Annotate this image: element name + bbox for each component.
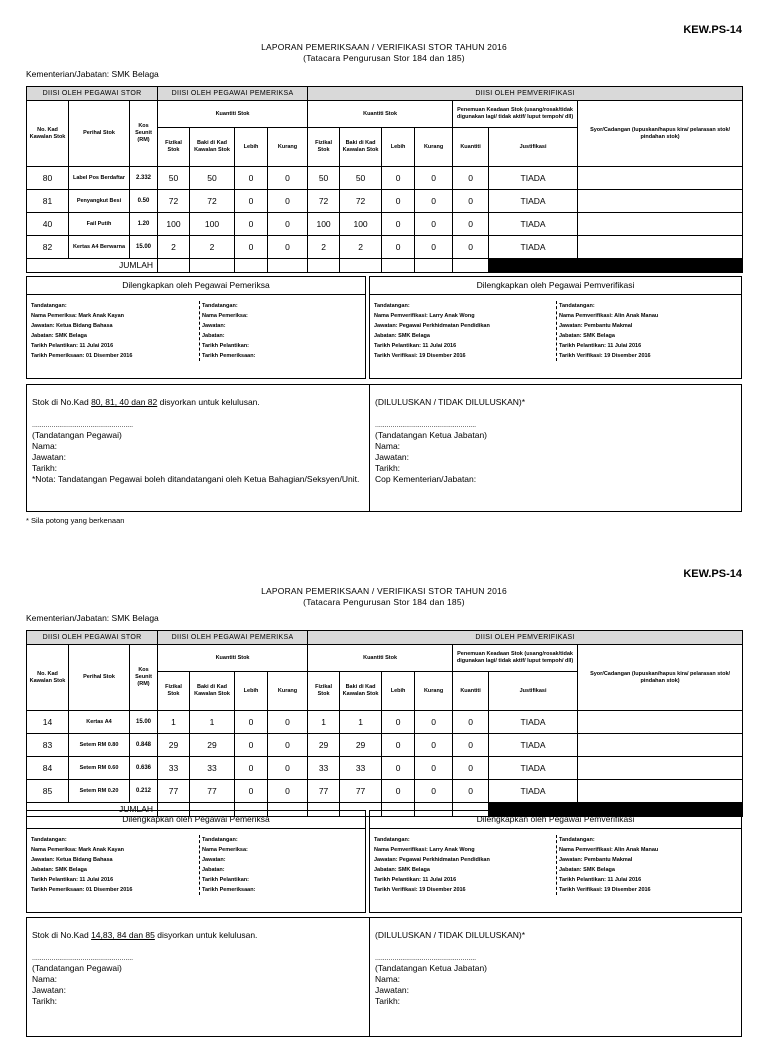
cell-findings-qty: 0 — [453, 711, 489, 734]
cell-card: 40 — [27, 213, 69, 236]
cell-card: 84 — [27, 757, 69, 780]
inspector-heading: Dilengkapkan oleh Pegawai Pemeriksa — [27, 811, 365, 829]
cell-i-physical: 33 — [158, 757, 190, 780]
cell-item: Fail Putih — [69, 213, 130, 236]
col-findings-qty: Kuantiti — [453, 128, 489, 167]
stock-report-form-2 — [0, 544, 768, 1056]
col-verifier-qty: Kuantiti Stok — [308, 645, 453, 672]
cell-i-balance: 50 — [190, 167, 235, 190]
table-row — [27, 711, 743, 734]
jawatan-label: Jawatan: — [375, 452, 410, 462]
cell-v-physical: 1 — [308, 711, 340, 734]
cell-v-shortage: 0 — [415, 734, 453, 757]
cell-v-balance: 29 — [340, 734, 382, 757]
cell-item: Penyangkut Besi — [69, 190, 130, 213]
nama-label: Nama: — [375, 974, 401, 984]
approval-statement: Stok di No.Kad 14,83, 84 dan 85 disyorkan untuk kelulusan. — [32, 930, 258, 940]
sign-head-label: (Tandatangan Ketua Jabatan) — [375, 963, 488, 973]
col-i-shortage: Kurang — [268, 128, 308, 167]
col-i-physical: Fizikal Stok — [158, 128, 190, 167]
col-verifier-qty: Kuantiti Stok — [308, 101, 453, 128]
approval-right — [375, 930, 735, 1036]
table-row — [27, 734, 743, 757]
cell-v-excess: 0 — [382, 213, 415, 236]
cell-v-physical: 29 — [308, 734, 340, 757]
verifier-heading: Dilengkapkan oleh Pegawai Pemverifikasi — [370, 277, 741, 295]
col-unit-cost: Kos Seunit (RM) — [130, 645, 158, 711]
cell-i-shortage: 0 — [268, 213, 308, 236]
form-code: KEW.PS-14 — [683, 24, 742, 36]
report-title-block — [0, 586, 768, 608]
group-header-verifier: DIISI OLEH PEMVERIFIKASI — [308, 87, 743, 101]
cell-card: 85 — [27, 780, 69, 803]
cell-remarks — [578, 213, 743, 236]
inspector-section — [26, 276, 366, 379]
cell-item: Setem RM 0.20 — [69, 780, 130, 803]
cell-v-excess: 0 — [382, 780, 415, 803]
jawatan-label: Jawatan: — [32, 452, 67, 462]
signature-line: .................................................... — [32, 422, 134, 429]
cell-v-balance: 2 — [340, 236, 382, 259]
cell-v-balance: 77 — [340, 780, 382, 803]
cell-i-balance: 72 — [190, 190, 235, 213]
cell-card: 14 — [27, 711, 69, 734]
cell-cost: 0.50 — [130, 190, 158, 213]
verifier-1-block: Tandatangan: Nama Pemverifikasi: Larry Anak Wong Jawatan: Pegawai Perkhidmatan Pendidikan Jabatan: SMK Belaga Tarikh Pelantikan: 11 Julai 2016 Tarikh Verifikasi: 19 Disember 2016 — [374, 837, 490, 893]
cell-cost: 2.332 — [130, 167, 158, 190]
cell-i-physical: 100 — [158, 213, 190, 236]
cell-justification: TIADA — [489, 213, 578, 236]
cell-i-physical: 72 — [158, 190, 190, 213]
report-title: LAPORAN PEMERIKSAAN / VERIFIKASI STOR TAHUN 2016 — [261, 42, 507, 52]
cell-justification: TIADA — [489, 757, 578, 780]
cell-remarks — [578, 167, 743, 190]
verifier-2-block: Tandatangan: Nama Pemverifikasi: Alin Anak Manau Jawatan: Pembantu Makmal Jabatan: SMK Belaga Tarikh Pelantikan: 11 Julai 2016 Tarikh Verifikasi: 19 Disember 2016 — [556, 301, 658, 361]
stock-table — [26, 630, 743, 817]
cell-v-excess: 0 — [382, 236, 415, 259]
cell-remarks — [578, 734, 743, 757]
approval-right — [375, 397, 735, 511]
cell-i-balance: 33 — [190, 757, 235, 780]
cell-findings-qty: 0 — [453, 167, 489, 190]
cell-v-shortage: 0 — [415, 190, 453, 213]
cell-v-excess: 0 — [382, 190, 415, 213]
tarikh-label: Tarikh: — [375, 463, 401, 473]
cell-v-balance: 50 — [340, 167, 382, 190]
cell-findings-qty: 0 — [453, 780, 489, 803]
col-remarks: Syor/Cadangan (lupuskan/hapus kira/ pelarasan stok/ pindahan stok) — [578, 645, 743, 711]
col-v-shortage: Kurang — [415, 128, 453, 167]
cell-cost: 15.00 — [130, 711, 158, 734]
col-i-card-balance: Baki di Kad Kawalan Stok — [190, 672, 235, 711]
col-justification: Justifikasi — [489, 128, 578, 167]
cell-cost: 1.20 — [130, 213, 158, 236]
cell-v-excess: 0 — [382, 711, 415, 734]
col-v-card-balance: Baki di Kad Kawalan Stok — [340, 128, 382, 167]
col-inspector-qty: Kuantiti Stok — [158, 645, 308, 672]
cell-remarks — [578, 190, 743, 213]
cell-findings-qty: 0 — [453, 236, 489, 259]
col-findings: Penemuan Keadaan Stok (usang/rosak/tidak digunakan lagi/ tidak aktif/ luput tempoh/ dll) — [453, 101, 578, 128]
inspector-2-block: Tandatangan: Nama Pemeriksa: Jawatan: Jabatan: Tarikh Pelantikan: Tarikh Pemeriksaan: — [199, 301, 255, 361]
cell-i-excess: 0 — [235, 734, 268, 757]
approval-left — [32, 397, 362, 511]
verifier-1-block: Tandatangan: Nama Pemverifikasi: Larry Anak Wong Jawatan: Pegawai Perkhidmatan Pendidikan Jabatan: SMK Belaga Tarikh Pelantikan: 11 Julai 2016 Tarikh Verifikasi: 19 Disember 2016 — [374, 303, 490, 359]
note-text: *Nota: Tandatangan Pegawai boleh ditandatangani oleh Ketua Bahagian/Seksyen/Unit. — [32, 474, 360, 484]
signature-line: .................................................... — [375, 955, 477, 962]
col-remarks: Syor/Cadangan (lupuskan/hapus kira/ pelarasan stok/ pindahan stok) — [578, 101, 743, 167]
stock-table — [26, 86, 743, 273]
cell-i-excess: 0 — [235, 757, 268, 780]
col-i-excess: Lebih — [235, 672, 268, 711]
report-subtitle: (Tatacara Pengurusan Stor 184 dan 185) — [303, 597, 465, 607]
col-i-card-balance: Baki di Kad Kawalan Stok — [190, 128, 235, 167]
cell-v-physical: 33 — [308, 757, 340, 780]
group-header-staff: DIISI OLEH PEGAWAI STOR — [27, 631, 158, 645]
report-title: LAPORAN PEMERIKSAAN / VERIFIKASI STOR TAHUN 2016 — [261, 586, 507, 596]
nama-label: Nama: — [32, 441, 58, 451]
cell-remarks — [578, 236, 743, 259]
verifier-section — [369, 276, 742, 379]
cell-cost: 0.212 — [130, 780, 158, 803]
approval-section — [26, 917, 742, 1037]
table-row — [27, 190, 743, 213]
cop-label: Cop Kementerian/Jabatan: — [375, 474, 477, 484]
approval-section — [26, 384, 742, 512]
tarikh-label: Tarikh: — [375, 996, 401, 1006]
total-row — [27, 259, 743, 273]
sign-head-label: (Tandatangan Ketua Jabatan) — [375, 430, 488, 440]
approval-divider — [369, 918, 370, 1036]
cell-item: Kertas A4 — [69, 711, 130, 734]
sign-staff-label: (Tandatangan Pegawai) — [32, 430, 122, 440]
cell-v-balance: 1 — [340, 711, 382, 734]
cell-findings-qty: 0 — [453, 734, 489, 757]
total-blackout — [489, 259, 743, 273]
cell-i-excess: 0 — [235, 236, 268, 259]
col-v-card-balance: Baki di Kad Kawalan Stok — [340, 672, 382, 711]
cell-v-shortage: 0 — [415, 213, 453, 236]
table-row — [27, 780, 743, 803]
cell-i-physical: 77 — [158, 780, 190, 803]
cell-v-physical: 77 — [308, 780, 340, 803]
sign-staff-label: (Tandatangan Pegawai) — [32, 963, 122, 973]
cell-i-excess: 0 — [235, 190, 268, 213]
cell-v-balance: 100 — [340, 213, 382, 236]
col-item: Perihal Stok — [69, 645, 130, 711]
cell-v-balance: 72 — [340, 190, 382, 213]
cell-v-balance: 33 — [340, 757, 382, 780]
cell-item: Kertas A4 Berwarna — [69, 236, 130, 259]
cell-v-excess: 0 — [382, 757, 415, 780]
table-row — [27, 236, 743, 259]
cell-i-shortage: 0 — [268, 757, 308, 780]
approval-decision: (DILULUSKAN / TIDAK DILULUSKAN)* — [375, 397, 526, 407]
cell-i-balance: 77 — [190, 780, 235, 803]
cell-v-excess: 0 — [382, 734, 415, 757]
report-title-block — [0, 42, 768, 64]
col-justification: Justifikasi — [489, 672, 578, 711]
cell-v-physical: 100 — [308, 213, 340, 236]
cell-i-balance: 29 — [190, 734, 235, 757]
col-i-excess: Lebih — [235, 128, 268, 167]
cell-v-excess: 0 — [382, 167, 415, 190]
total-label: JUMLAH — [27, 259, 158, 273]
ministry-label: Kementerian/Jabatan: SMK Belaga — [26, 69, 159, 79]
cell-item: Setem RM 0.80 — [69, 734, 130, 757]
group-header-verifier: DIISI OLEH PEMVERIFIKASI — [308, 631, 743, 645]
col-inspector-qty: Kuantiti Stok — [158, 101, 308, 128]
col-findings: Penemuan Keadaan Stok (usang/rosak/tidak digunakan lagi/ tidak aktif/ luput tempoh/ dll) — [453, 645, 578, 672]
inspector-1-block: Tandatangan: Nama Pemeriksa: Mark Anak Kayan Jawatan: Ketua Bidang Bahasa Jabatan: SMK Belaga Tarikh Pelantikan: 11 Julai 2016 Tarikh Pemeriksaan: 01 Disember 2016 — [31, 837, 133, 893]
cell-i-excess: 0 — [235, 711, 268, 734]
cell-card: 80 — [27, 167, 69, 190]
cell-card: 81 — [27, 190, 69, 213]
col-card-no: No. Kad Kawalan Stok — [27, 645, 69, 711]
cell-justification: TIADA — [489, 711, 578, 734]
cell-v-physical: 2 — [308, 236, 340, 259]
col-i-shortage: Kurang — [268, 672, 308, 711]
verifier-section — [369, 810, 742, 913]
verifier-heading: Dilengkapkan oleh Pegawai Pemverifikasi — [370, 811, 741, 829]
jawatan-label: Jawatan: — [375, 985, 410, 995]
inspector-heading: Dilengkapkan oleh Pegawai Pemeriksa — [27, 277, 365, 295]
cell-justification: TIADA — [489, 167, 578, 190]
cell-justification: TIADA — [489, 734, 578, 757]
group-header-staff: DIISI OLEH PEGAWAI STOR — [27, 87, 158, 101]
cell-v-physical: 50 — [308, 167, 340, 190]
col-v-excess: Lebih — [382, 128, 415, 167]
tarikh-label: Tarikh: — [32, 463, 58, 473]
cell-v-shortage: 0 — [415, 757, 453, 780]
cell-i-shortage: 0 — [268, 190, 308, 213]
cell-justification: TIADA — [489, 236, 578, 259]
total-label: JUMLAH — [27, 803, 158, 817]
cell-i-balance: 2 — [190, 236, 235, 259]
cell-v-shortage: 0 — [415, 167, 453, 190]
cell-i-physical: 29 — [158, 734, 190, 757]
cell-i-shortage: 0 — [268, 167, 308, 190]
cell-i-excess: 0 — [235, 213, 268, 236]
group-header-inspector: DIISI OLEH PEGAWAI PEMERIKSA — [158, 87, 308, 101]
cell-v-shortage: 0 — [415, 236, 453, 259]
cell-cost: 15.00 — [130, 236, 158, 259]
approval-left — [32, 930, 362, 1036]
cell-v-shortage: 0 — [415, 780, 453, 803]
footnote: * Sila potong yang berkenaan — [26, 516, 125, 525]
cell-remarks — [578, 780, 743, 803]
cell-item: Label Pos Berdaftar — [69, 167, 130, 190]
cell-cost: 0.636 — [130, 757, 158, 780]
cell-i-shortage: 0 — [268, 734, 308, 757]
cell-i-balance: 100 — [190, 213, 235, 236]
col-v-shortage: Kurang — [415, 672, 453, 711]
col-card-no: No. Kad Kawalan Stok — [27, 101, 69, 167]
verifier-2-block: Tandatangan: Nama Pemverifikasi: Alin Anak Manau Jawatan: Pembantu Makmal Jabatan: SMK Belaga Tarikh Pelantikan: 11 Julai 2016 Tarikh Verifikasi: 19 Disember 2016 — [556, 835, 658, 895]
cell-findings-qty: 0 — [453, 190, 489, 213]
inspector-section — [26, 810, 366, 913]
nama-label: Nama: — [375, 441, 401, 451]
col-findings-qty: Kuantiti — [453, 672, 489, 711]
cell-v-physical: 72 — [308, 190, 340, 213]
cell-findings-qty: 0 — [453, 213, 489, 236]
approval-decision: (DILULUSKAN / TIDAK DILULUSKAN)* — [375, 930, 526, 940]
col-v-physical: Fizikal Stok — [308, 128, 340, 167]
col-item: Perihal Stok — [69, 101, 130, 167]
cell-remarks — [578, 757, 743, 780]
cell-i-shortage: 0 — [268, 780, 308, 803]
cell-i-physical: 2 — [158, 236, 190, 259]
tarikh-label: Tarikh: — [32, 996, 58, 1006]
cell-i-physical: 1 — [158, 711, 190, 734]
cell-justification: TIADA — [489, 780, 578, 803]
cell-i-excess: 0 — [235, 167, 268, 190]
cell-v-shortage: 0 — [415, 711, 453, 734]
inspector-1-block: Tandatangan: Nama Pemeriksa: Mark Anak Kayan Jawatan: Ketua Bidang Bahasa Jabatan: SMK Belaga Tarikh Pelantikan: 11 Julai 2016 Tarikh Pemeriksaan: 01 Disember 2016 — [31, 303, 133, 359]
approval-divider — [369, 385, 370, 511]
table-row — [27, 213, 743, 236]
col-v-physical: Fizikal Stok — [308, 672, 340, 711]
signature-line: .................................................... — [32, 955, 134, 962]
col-unit-cost: Kos Seunit (RM) — [130, 101, 158, 167]
group-header-inspector: DIISI OLEH PEGAWAI PEMERIKSA — [158, 631, 308, 645]
col-i-physical: Fizikal Stok — [158, 672, 190, 711]
cell-i-shortage: 0 — [268, 711, 308, 734]
inspector-2-block: Tandatangan: Nama Pemeriksa: Jawatan: Jabatan: Tarikh Pelantikan: Tarikh Pemeriksaan: — [199, 835, 255, 895]
cell-item: Setem RM 0.60 — [69, 757, 130, 780]
cell-card: 83 — [27, 734, 69, 757]
cell-justification: TIADA — [489, 190, 578, 213]
table-row — [27, 167, 743, 190]
cell-i-shortage: 0 — [268, 236, 308, 259]
cell-cost: 0.848 — [130, 734, 158, 757]
approval-statement: Stok di No.Kad 80, 81, 40 dan 82 disyorkan untuk kelulusan. — [32, 397, 260, 407]
form-code: KEW.PS-14 — [683, 568, 742, 580]
approval-card-list: 14,83, 84 dan 85 — [91, 930, 155, 940]
col-v-excess: Lebih — [382, 672, 415, 711]
cell-card: 82 — [27, 236, 69, 259]
cell-findings-qty: 0 — [453, 757, 489, 780]
ministry-label: Kementerian/Jabatan: SMK Belaga — [26, 613, 159, 623]
cell-i-excess: 0 — [235, 780, 268, 803]
cell-i-physical: 50 — [158, 167, 190, 190]
cell-remarks — [578, 711, 743, 734]
report-subtitle: (Tatacara Pengurusan Stor 184 dan 185) — [303, 53, 465, 63]
cell-i-balance: 1 — [190, 711, 235, 734]
nama-label: Nama: — [32, 974, 58, 984]
jawatan-label: Jawatan: — [32, 985, 67, 995]
approval-card-list: 80, 81, 40 dan 82 — [91, 397, 158, 407]
table-row — [27, 757, 743, 780]
signature-line: .................................................... — [375, 422, 477, 429]
stock-report-form-1 — [0, 0, 768, 512]
